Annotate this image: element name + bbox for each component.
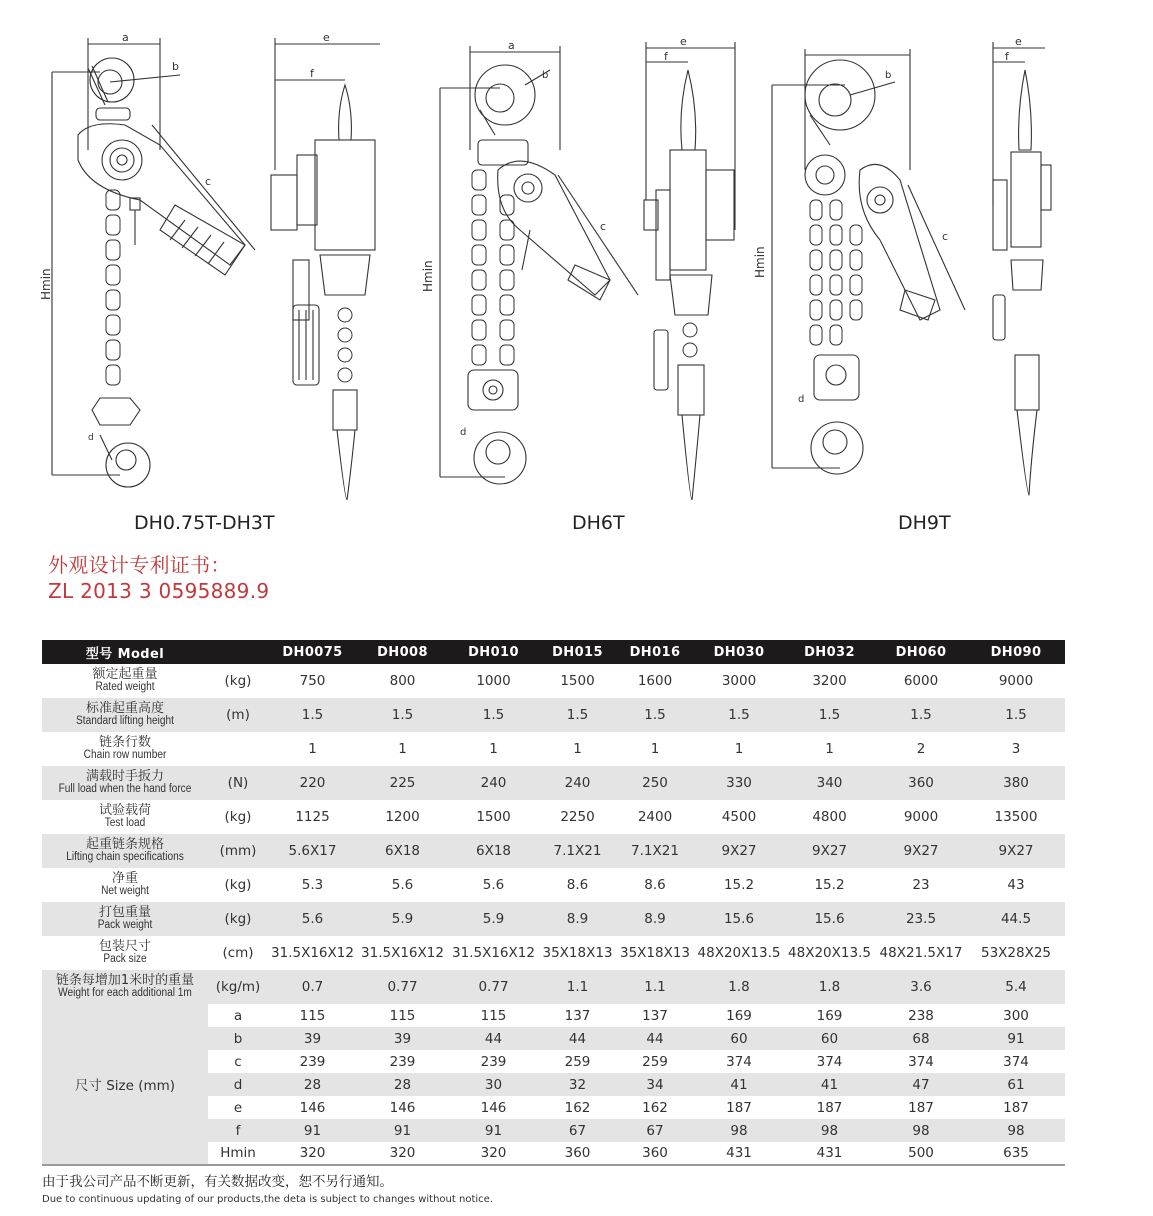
diagram-label-dh6t: DH6T xyxy=(572,512,625,534)
svg-text:c: c xyxy=(600,220,607,233)
cell: 9000 xyxy=(967,664,1065,698)
cell: 0.77 xyxy=(448,970,539,1004)
svg-text:f: f xyxy=(1005,50,1009,63)
cell: 431 xyxy=(784,1142,875,1165)
cell: 98 xyxy=(875,1119,967,1142)
cell: 238 xyxy=(875,1004,967,1027)
diagram-dh9t-side xyxy=(985,30,1055,500)
cell: 91 xyxy=(967,1027,1065,1050)
cell: 5.6 xyxy=(268,902,357,936)
cell: 91 xyxy=(448,1119,539,1142)
cell: 61 xyxy=(967,1073,1065,1096)
cell: 169 xyxy=(784,1004,875,1027)
row-unit xyxy=(208,732,268,766)
cell: 1.8 xyxy=(694,970,784,1004)
svg-text:f: f xyxy=(664,50,668,63)
cell: 9000 xyxy=(875,800,967,834)
product-diagrams xyxy=(0,0,1153,540)
cell: 225 xyxy=(357,766,448,800)
row-unit: (cm) xyxy=(208,936,268,970)
cell: 39 xyxy=(268,1027,357,1050)
svg-text:Hmin: Hmin xyxy=(39,268,53,300)
cell: 1 xyxy=(694,732,784,766)
cell: 35X18X13 xyxy=(616,936,694,970)
cell: 1 xyxy=(268,732,357,766)
cell: 15.6 xyxy=(694,902,784,936)
row-label: 链条行数 Chain row number xyxy=(42,732,208,766)
table-row-hand-force xyxy=(42,766,1065,800)
cell: 259 xyxy=(616,1050,694,1073)
cell: 240 xyxy=(448,766,539,800)
cell: 1.5 xyxy=(539,698,616,732)
cell: 115 xyxy=(268,1004,357,1027)
cell: 146 xyxy=(357,1096,448,1119)
cell: 340 xyxy=(784,766,875,800)
specification-table xyxy=(42,640,1065,1166)
table-row-chain-rows xyxy=(42,732,1065,766)
svg-text:Hmin: Hmin xyxy=(421,260,435,292)
cell: 162 xyxy=(539,1096,616,1119)
patent-number: ZL 2013 3 0595889.9 xyxy=(48,579,270,603)
header-model: DH010 xyxy=(448,640,539,664)
cell: 1.5 xyxy=(268,698,357,732)
cell: 300 xyxy=(967,1004,1065,1027)
cell: 6X18 xyxy=(448,834,539,868)
cell: 1 xyxy=(616,732,694,766)
cell: 1.5 xyxy=(694,698,784,732)
cell: 1 xyxy=(357,732,448,766)
cell: 146 xyxy=(448,1096,539,1119)
cell: 8.6 xyxy=(539,868,616,902)
cell: 320 xyxy=(357,1142,448,1165)
cell: 15.6 xyxy=(784,902,875,936)
cell: 15.2 xyxy=(694,868,784,902)
cell: 1.5 xyxy=(616,698,694,732)
cell: 500 xyxy=(875,1142,967,1165)
diagram-dh9t-front xyxy=(750,30,980,500)
cell: 3 xyxy=(967,732,1065,766)
cell: 5.3 xyxy=(268,868,357,902)
row-unit: (kg) xyxy=(208,902,268,936)
cell: 0.7 xyxy=(268,970,357,1004)
cell: 1 xyxy=(539,732,616,766)
cell: 8.9 xyxy=(539,902,616,936)
svg-text:c: c xyxy=(205,175,212,188)
notice-english: Due to continuous updating of our products,the deta is subject to changes without notice. xyxy=(42,1194,493,1205)
size-dim: c xyxy=(208,1050,268,1073)
table-row-lifting-height xyxy=(42,698,1065,732)
cell: 8.9 xyxy=(616,902,694,936)
svg-text:d: d xyxy=(88,433,94,443)
cell: 320 xyxy=(268,1142,357,1165)
cell: 240 xyxy=(539,766,616,800)
header-model: DH030 xyxy=(694,640,784,664)
cell: 2400 xyxy=(616,800,694,834)
cell: 239 xyxy=(268,1050,357,1073)
cell: 431 xyxy=(694,1142,784,1165)
cell: 1600 xyxy=(616,664,694,698)
diagram-dh6t-side xyxy=(640,30,750,500)
cell: 239 xyxy=(357,1050,448,1073)
svg-text:c: c xyxy=(942,230,949,243)
cell: 187 xyxy=(694,1096,784,1119)
row-label: 标准起重高度 Standard lifting height xyxy=(42,698,208,732)
cell: 9X27 xyxy=(694,834,784,868)
cell: 115 xyxy=(357,1004,448,1027)
cell: 3000 xyxy=(694,664,784,698)
row-unit: (kg) xyxy=(208,868,268,902)
diagram-dh075-dh3t-side xyxy=(265,30,385,500)
change-notice xyxy=(42,1170,493,1205)
cell: 259 xyxy=(539,1050,616,1073)
row-label: 试验载荷 Test load xyxy=(42,800,208,834)
cell: 187 xyxy=(784,1096,875,1119)
table-row-size-a xyxy=(42,1004,1065,1027)
table-row-pack-size xyxy=(42,936,1065,970)
cell: 1.1 xyxy=(616,970,694,1004)
cell: 250 xyxy=(616,766,694,800)
cell: 8.6 xyxy=(616,868,694,902)
row-label: 链条每增加1米时的重量 Weight for each additional 1m xyxy=(42,970,208,1004)
cell: 1 xyxy=(448,732,539,766)
cell: 2 xyxy=(875,732,967,766)
table-row-pack-weight xyxy=(42,902,1065,936)
cell: 0.77 xyxy=(357,970,448,1004)
table-row-test-load xyxy=(42,800,1065,834)
cell: 13500 xyxy=(967,800,1065,834)
cell: 7.1X21 xyxy=(616,834,694,868)
diagram-dh075-dh3t-front xyxy=(30,30,270,500)
cell: 380 xyxy=(967,766,1065,800)
svg-text:b: b xyxy=(172,60,179,73)
cell: 137 xyxy=(539,1004,616,1027)
cell: 5.6 xyxy=(357,868,448,902)
table-row-net-weight xyxy=(42,868,1065,902)
cell: 187 xyxy=(875,1096,967,1119)
cell: 635 xyxy=(967,1142,1065,1165)
cell: 4800 xyxy=(784,800,875,834)
size-dim: a xyxy=(208,1004,268,1027)
header-model: DH0075 xyxy=(268,640,357,664)
cell: 39 xyxy=(357,1027,448,1050)
row-unit: (kg/m) xyxy=(208,970,268,1004)
dim-label-a: a xyxy=(122,31,129,44)
cell: 750 xyxy=(268,664,357,698)
cell: 1000 xyxy=(448,664,539,698)
cell: 48X20X13.5 xyxy=(784,936,875,970)
cell: 28 xyxy=(357,1073,448,1096)
svg-text:d: d xyxy=(798,394,805,405)
cell: 187 xyxy=(967,1096,1065,1119)
row-unit: (m) xyxy=(208,698,268,732)
row-unit: (kg) xyxy=(208,800,268,834)
table-header-row xyxy=(42,640,1065,664)
svg-text:b: b xyxy=(542,70,549,81)
cell: 44 xyxy=(448,1027,539,1050)
cell: 23 xyxy=(875,868,967,902)
cell: 43 xyxy=(967,868,1065,902)
cell: 374 xyxy=(967,1050,1065,1073)
cell: 374 xyxy=(784,1050,875,1073)
cell: 320 xyxy=(448,1142,539,1165)
cell: 330 xyxy=(694,766,784,800)
cell: 137 xyxy=(616,1004,694,1027)
header-model: DH090 xyxy=(967,640,1065,664)
row-label: 满载时手扳力 Full load when the hand force xyxy=(42,766,208,800)
cell: 44.5 xyxy=(967,902,1065,936)
row-label: 净重 Net weight xyxy=(42,868,208,902)
cell: 9X27 xyxy=(967,834,1065,868)
cell: 91 xyxy=(357,1119,448,1142)
size-dim: f xyxy=(208,1119,268,1142)
notice-chinese: 由于我公司产品不断更新，有关数据改变，恕不另行通知。 xyxy=(42,1174,393,1190)
cell: 41 xyxy=(694,1073,784,1096)
cell: 34 xyxy=(616,1073,694,1096)
diagram-dh6t-front xyxy=(410,30,650,500)
cell: 1.1 xyxy=(539,970,616,1004)
header-model: DH060 xyxy=(875,640,967,664)
cell: 48X21.5X17 xyxy=(875,936,967,970)
cell: 53X28X25 xyxy=(967,936,1065,970)
cell: 800 xyxy=(357,664,448,698)
svg-text:e: e xyxy=(1015,35,1022,48)
patent-title: 外观设计专利证书： xyxy=(48,553,231,577)
row-label: 包装尺寸 Pack size xyxy=(42,936,208,970)
header-model: DH015 xyxy=(539,640,616,664)
svg-text:e: e xyxy=(680,35,687,48)
svg-text:f: f xyxy=(310,67,314,80)
row-unit: (mm) xyxy=(208,834,268,868)
cell: 31.5X16X12 xyxy=(268,936,357,970)
row-label: 打包重量 Pack weight xyxy=(42,902,208,936)
cell: 98 xyxy=(784,1119,875,1142)
header-model: DH008 xyxy=(357,640,448,664)
cell: 31.5X16X12 xyxy=(448,936,539,970)
cell: 5.6X17 xyxy=(268,834,357,868)
cell: 6X18 xyxy=(357,834,448,868)
cell: 1 xyxy=(784,732,875,766)
cell: 48X20X13.5 xyxy=(694,936,784,970)
cell: 41 xyxy=(784,1073,875,1096)
cell: 6000 xyxy=(875,664,967,698)
size-dim: b xyxy=(208,1027,268,1050)
cell: 1.5 xyxy=(875,698,967,732)
cell: 1200 xyxy=(357,800,448,834)
cell: 7.1X21 xyxy=(539,834,616,868)
cell: 1.8 xyxy=(784,970,875,1004)
header-unit-blank xyxy=(208,640,268,664)
cell: 1.5 xyxy=(784,698,875,732)
cell: 374 xyxy=(875,1050,967,1073)
cell: 5.4 xyxy=(967,970,1065,1004)
row-label: 额定起重量 Rated weight xyxy=(42,664,208,698)
cell: 44 xyxy=(616,1027,694,1050)
cell: 35X18X13 xyxy=(539,936,616,970)
row-unit: (kg) xyxy=(208,664,268,698)
cell: 115 xyxy=(448,1004,539,1027)
cell: 32 xyxy=(539,1073,616,1096)
cell: 1.5 xyxy=(448,698,539,732)
svg-text:d: d xyxy=(460,427,467,438)
cell: 146 xyxy=(268,1096,357,1119)
cell: 360 xyxy=(875,766,967,800)
cell: 47 xyxy=(875,1073,967,1096)
header-model-label: 型号 Model xyxy=(42,640,208,664)
size-group-label: 尺寸 Size (mm) xyxy=(42,1004,208,1165)
cell: 3.6 xyxy=(875,970,967,1004)
cell: 67 xyxy=(616,1119,694,1142)
svg-text:a: a xyxy=(508,39,515,52)
row-unit: (N) xyxy=(208,766,268,800)
table-row-weight-per-meter xyxy=(42,970,1065,1004)
cell: 60 xyxy=(784,1027,875,1050)
size-dim: d xyxy=(208,1073,268,1096)
cell: 360 xyxy=(539,1142,616,1165)
cell: 162 xyxy=(616,1096,694,1119)
diagram-label-dh075-dh3t: DH0.75T-DH3T xyxy=(134,512,275,534)
cell: 3200 xyxy=(784,664,875,698)
cell: 60 xyxy=(694,1027,784,1050)
cell: 23.5 xyxy=(875,902,967,936)
cell: 4500 xyxy=(694,800,784,834)
cell: 169 xyxy=(694,1004,784,1027)
cell: 1125 xyxy=(268,800,357,834)
header-model: DH032 xyxy=(784,640,875,664)
cell: 1.5 xyxy=(967,698,1065,732)
cell: 2250 xyxy=(539,800,616,834)
svg-text:Hmin: Hmin xyxy=(753,246,767,278)
header-model: DH016 xyxy=(616,640,694,664)
cell: 31.5X16X12 xyxy=(357,936,448,970)
diagram-label-dh9t: DH9T xyxy=(898,512,951,534)
cell: 67 xyxy=(539,1119,616,1142)
cell: 239 xyxy=(448,1050,539,1073)
cell: 1.5 xyxy=(357,698,448,732)
table-row-rated-weight xyxy=(42,664,1065,698)
svg-text:b: b xyxy=(885,70,892,81)
cell: 44 xyxy=(539,1027,616,1050)
cell: 98 xyxy=(694,1119,784,1142)
cell: 5.9 xyxy=(357,902,448,936)
cell: 9X27 xyxy=(784,834,875,868)
cell: 5.9 xyxy=(448,902,539,936)
table-row-chain-spec xyxy=(42,834,1065,868)
cell: 15.2 xyxy=(784,868,875,902)
cell: 68 xyxy=(875,1027,967,1050)
cell: 360 xyxy=(616,1142,694,1165)
cell: 28 xyxy=(268,1073,357,1096)
patent-notice xyxy=(48,552,269,604)
cell: 9X27 xyxy=(875,834,967,868)
cell: 374 xyxy=(694,1050,784,1073)
cell: 1500 xyxy=(448,800,539,834)
size-dim: e xyxy=(208,1096,268,1119)
cell: 220 xyxy=(268,766,357,800)
cell: 5.6 xyxy=(448,868,539,902)
size-dim: Hmin xyxy=(208,1142,268,1165)
cell: 1500 xyxy=(539,664,616,698)
svg-text:e: e xyxy=(323,31,330,44)
cell: 91 xyxy=(268,1119,357,1142)
cell: 98 xyxy=(967,1119,1065,1142)
cell: 30 xyxy=(448,1073,539,1096)
row-label: 起重链条规格 Lifting chain specifications xyxy=(42,834,208,868)
